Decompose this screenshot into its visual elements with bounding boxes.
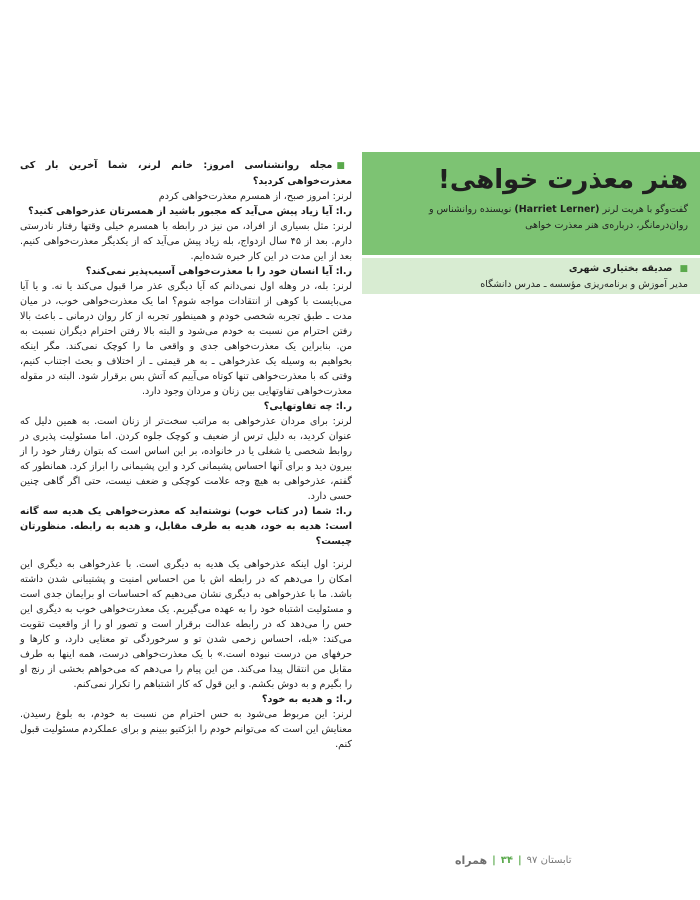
answer-5: لرنر: اول اینکه عذرخواهی یک هدیه به دیگری است. با عذرخواهی به دیگری این امکان را می‌دهم که در رابطه اش با من احساس امنیت و پشتیبانی شدن داشته باشد. ما با عذرخواهی به دیگری نشان می‌دهیم که احساسات او برایمان جدی است و مسئولیت اشتباه خود را به عهده می‌گیریم. یک معذرت‌خواهی خوب به دیگری این حس را می‌دهد که در رابطه عدالت برقرار است و تصور او را از واقعیت تقویت می‌کند: «بله، احساس زخمی شدن تو و سرخوردگی تو معنایی دارد، و کارها و حرفهای من درست نبوده است.» با یک معذرت‌خواهی درست، همه اینها به طرف مقابل من انتقال پیدا می‌کند. من این پیام را می‌دهم که می‌خواهم بخشی از رنج او را بگیرم و به دوش بکشم. و این قول که کار اشتباهم را تکرار نمی‌کنم. (20, 559, 352, 690)
footer-separator: | (492, 855, 496, 866)
paragraph-gap (20, 549, 352, 557)
footer-season: تابستان ۹۷ (526, 855, 572, 866)
answer-2: لرنر: مثل بسیاری از افراد، من نیز در رابطه با همسرم خیلی وقتها رفتار نادرستی دارم. بعد از ۴۵ سال ازدواج، بله زیاد پیش می‌آید که از یکدیگر معذرت‌خواهی کنیم. بعد از این مدت در این کار خبره شده‌ایم. (20, 221, 352, 262)
answer-6: لرنر: این مربوط می‌شود به حس احترام من نسبت به خودم، به بلوغ رسیدن. معنایش این است که می‌توانم خودم را ابژکتیو ببینم و برای عملکردم مسئولیت قبول کنم. (20, 709, 352, 750)
bullet-icon: ■ (336, 161, 352, 171)
author-name: صدیقه بختیاری شهری (568, 263, 673, 274)
article-header (362, 152, 700, 255)
question-3: ر.ا: آیا انسان خود را با معذرت‌خواهی آسیب‌پذیر نمی‌کند؟ (85, 266, 352, 277)
article-body (20, 158, 352, 752)
article-subtitle (378, 202, 688, 234)
question-4: ر.ا: چه تفاوتهایی؟ (263, 401, 352, 412)
answer-4: لرنر: برای مردان عذرخواهی به مراتب سخت‌تر از زنان است. به همین دلیل که عنوان کردید، به دلیل ترس از ضعیف و کوچک جلوه کردن. اما مسئولیت پذیری در روابط شخصی یا شغلی یا در خانواده، بر این اساس است که بتوان رفتار خود را از بیرون دید و برای آنها احساس پشیمانی کرد و این پشیمانی را ابراز کرد. همانطور که گفتم، عذرخواهی به هیچ وجه علامت کوچکی و ضعف نیست، حتی اگر گاهی چنین حسی دارد. (20, 416, 352, 502)
question-5: ر.ا: شما (در کتاب خوب) نوشته‌اید که معذرت‌خواهی یک هدیه سه گانه است: هدیه به خود، هدیه به طرف مقابل، و هدیه به رابطه. منظورتان چیست؟ (20, 506, 352, 547)
footer-separator: | (517, 855, 522, 866)
author-role: مدیر آموزش و برنامه‌ریزی مؤسسه ـ مدرس دانشگاه (480, 279, 688, 290)
page-footer (455, 854, 685, 872)
answer-1: لرنر: امروز صبح، از همسرم معذرت‌خواهی کردم (158, 191, 352, 202)
question-1 (20, 158, 352, 189)
answer-3: لرنر: بله، در وهله اول نمی‌دانم که آیا دیگری عذر مرا قبول می‌کند یا نه. و یا آیا می‌بایست با کوهی از انتقادات مواجه شوم؟ اما یک معذرت‌خواهی خوب، در میان مدت ـ طبق تجربه شخصی خودم و همینطور تجربه از کار روان درمانی ـ باعث بالا رفتن احترام من نسبت به خودم می‌شود و البته بالا رفتن احترام دیگران نسبت به من. بنابراین یک معذرت‌خواهی جدی و واقعی ما را کوچک نمی‌کند. مگر اینکه بخواهیم به وسیله یک عذرخواهی ـ به هر قیمتی ـ از اختلاف و بحث اجتناب کنیم، وقتی که با معذرت‌خواهی تنها کوتاه می‌آییم که آتش بس برقرار شود. البته در مقوله معذرت‌خواهی تفاوتهایی بین زنان و مردان وجود دارد. (20, 281, 352, 397)
subtitle-english-name: (Harriet Lerner) (514, 204, 600, 215)
magazine-logo: همراه (455, 854, 488, 867)
article-title: هنر معذرت خواهی! (438, 165, 688, 195)
question-1-text: مجله روانشناسی امروز: خانم لرنر، شما آخرین بار کی معذرت‌خواهی کردید؟ (20, 160, 352, 187)
bullet-icon: ■ (679, 264, 688, 274)
author-box (362, 258, 700, 294)
question-6: ر.ا: و هدیه به خود؟ (261, 694, 352, 705)
subtitle-suffix: نویسنده روانشناس و روان‌درمانگر، درباره‌ی هنر معذرت خواهی (428, 204, 688, 231)
question-2: ر.ا: آیا زیاد پیش می‌آید که مجبور باشید از همسرتان عذرخواهی کنید؟ (28, 206, 352, 217)
page-number: ۳۴ (500, 855, 513, 866)
subtitle-prefix: گفت‌و‌گو با هریت لرنر (602, 204, 688, 215)
